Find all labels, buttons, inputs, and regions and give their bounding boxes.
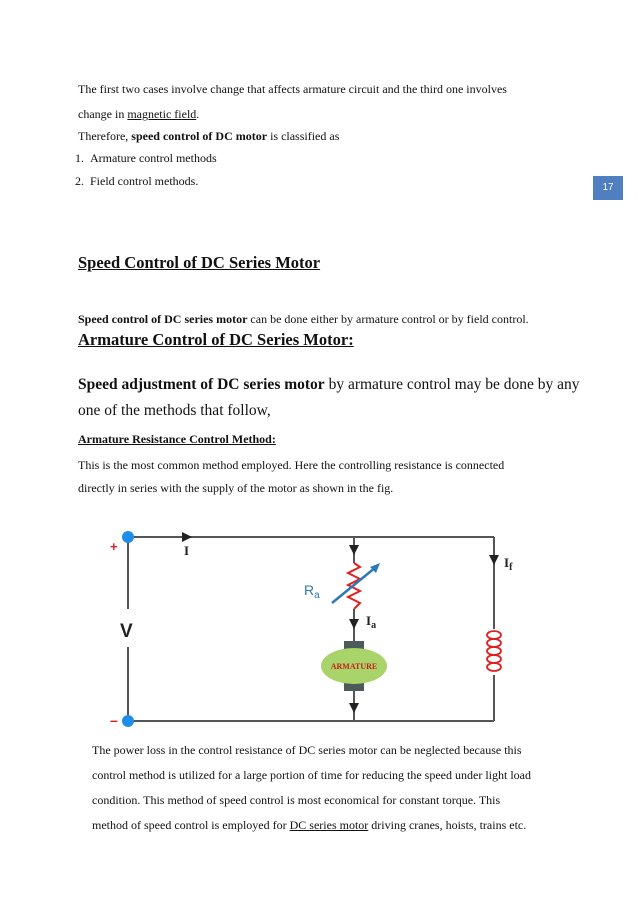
minus-label: – bbox=[110, 712, 118, 728]
negative-terminal bbox=[122, 715, 134, 727]
conclusion-line-1: The power loss in the control resistance of DC series motor can be neglected because this bbox=[92, 743, 522, 757]
voltage-label: V bbox=[120, 621, 133, 642]
resistor-label: $R_a$ bbox=[304, 582, 320, 601]
intro-line-3: Therefore, speed control of DC motor is classified as bbox=[78, 129, 340, 143]
conclusion-line-3: condition. This method of speed control is most economical for constant torque. This bbox=[92, 793, 501, 807]
current-arrow-icon bbox=[182, 532, 192, 542]
armature-label: ARMATURE bbox=[330, 662, 378, 671]
magnetic-field-link[interactable]: magnetic field bbox=[127, 107, 197, 121]
list-item: 1. Armature control methods bbox=[75, 151, 217, 165]
resistance-line-1: This is the most common method employed. Here the controlling resistance is connected bbox=[78, 458, 505, 472]
conclusion-line-2: control method is utilized for a large portion of time for reducing the speed under light load bbox=[92, 768, 531, 782]
heading-armature-control: Armature Control of DC Series Motor: bbox=[78, 330, 354, 349]
field-coil-icon bbox=[487, 631, 501, 671]
armature-current-label: $I_a$ bbox=[366, 613, 377, 631]
variable-arrow-icon bbox=[332, 567, 376, 603]
current-arrow-icon bbox=[349, 619, 359, 629]
intro-line-2: change in magnetic field. bbox=[78, 107, 200, 121]
circuit-diagram bbox=[100, 525, 520, 735]
heading-series-motor: Speed Control of DC Series Motor bbox=[78, 253, 321, 272]
positive-terminal bbox=[122, 531, 134, 543]
field-current-label: $I_f$ bbox=[504, 555, 513, 573]
current-label: I bbox=[184, 543, 190, 558]
current-arrow-icon bbox=[349, 545, 359, 555]
intro-line-1: The first two cases involve change that affects armature circuit and the third one involves bbox=[78, 82, 507, 96]
current-arrow-icon bbox=[489, 555, 499, 565]
armature-lead-line-2: one of the methods that follow, bbox=[78, 402, 271, 419]
resistance-line-2: directly in series with the supply of the motor as shown in the fig. bbox=[78, 481, 394, 495]
plus-label: + bbox=[110, 539, 118, 554]
series-body: Speed control of DC series motor can be done either by armature control or by field control. bbox=[78, 312, 529, 326]
dc-series-motor-link[interactable]: DC series motor bbox=[289, 818, 369, 832]
heading-resistance-method: Armature Resistance Control Method: bbox=[78, 432, 276, 446]
circuit-wires bbox=[128, 537, 494, 721]
current-arrow-icon bbox=[349, 703, 359, 713]
armature-lead-line-1: Speed adjustment of DC series motor by armature control may be done by any bbox=[78, 376, 580, 393]
page-number-badge: 17 bbox=[593, 176, 623, 200]
list-item: 2. Field control methods. bbox=[75, 174, 199, 188]
conclusion-line-4: method of speed control is employed for DC series motor driving cranes, hoists, trains etc. bbox=[92, 818, 527, 832]
